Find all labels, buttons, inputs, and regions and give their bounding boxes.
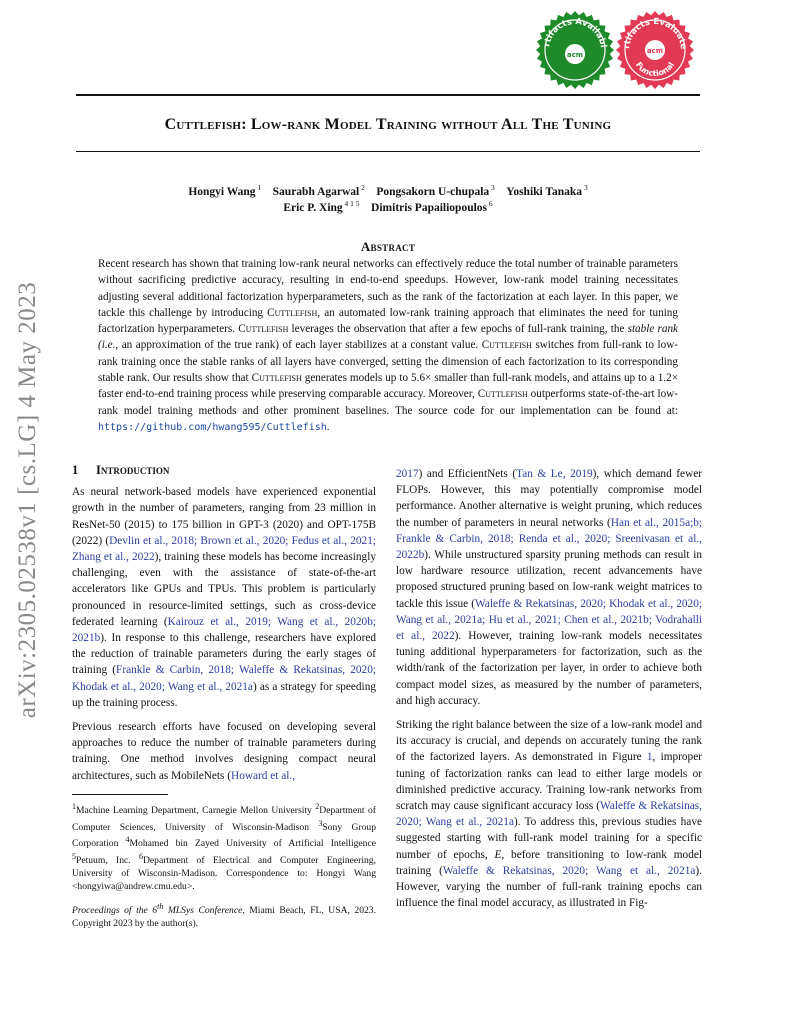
badge-right-sub-text: Functional xyxy=(633,60,677,79)
citation[interactable]: Han et al., 2015a;b; Frankle & Carbin, 2018; Renda et al., 2020; Sreenivasan et al., 2022b xyxy=(396,516,703,562)
author-name: Pongsakorn U-chupala xyxy=(376,185,490,198)
author-name: Yoshiki Tanaka xyxy=(506,185,583,198)
author-affiliation: 3 xyxy=(582,183,588,192)
text-run: ). However, varying the number of full-rank training epochs can influence the final model accuracy, as illustrated in Fig- xyxy=(396,864,702,910)
text-run: Striking the right balance between the size of a low-rank model and its accuracy is crucial, and depends on accurately tuning the rank of the factorized layers. As demonstrated in Figure xyxy=(396,719,702,764)
text-run: , improper tuning of factorization ranks can lead to either large models or diminished predictive accuracy. Training low-rank networks from scratch may cause significant accuracy loss ( xyxy=(396,751,702,813)
text-run: Petuum, Inc. xyxy=(76,855,139,867)
text-run: As neural network-based models have experienced exponential growth in the number of parameters, ranging from 23 million in ResNet-50 (2015) to 175 billion in GPT-3 (2020) and OPT-175B (2022) ( xyxy=(72,486,376,547)
section-1-heading xyxy=(72,462,376,478)
affiliation-mark: 3 xyxy=(318,818,323,828)
text-run: ). However, training low-rank models necessitates tuning additional hyperparameters for factorization, such as the width/rank of the factorization per layer, in order to achieve both compact model sizes, as measured by the number of parameters, and high accuracy. xyxy=(396,630,702,707)
author-affiliation: 1 xyxy=(255,183,262,192)
abstract-text: Recent research has shown that training low-rank neural networks can effectively reduce the total number of trainable parameters without sacrificing predictive accuracy, resulting in end-to-end speedups. However, low-rank model training necessitates adjusting several additional factorization hyperparameters, such as the rank of the factorization at each layer. In this paper, we tackle this challenge by introducing Cuttlefish, an automated low-rank training approach that eliminates the need for tuning factorization hyperparameters. Cuttlefish leverages the observation that after a few epochs of full-rank training, the stable rank (i.e., an approximation of the true rank) of each layer stabilizes at a constant value. Cuttlefish switches from full-rank to low-rank training once the stable ranks of all layers have converged, setting the dimension of each factorization to its corresponding stable rank. Our results show that Cuttlefish generates models up to 5.6× smaller than full-rank models, and attains up to a 1.2× faster end-to-end training process while preserving comparable accuracy. Moreover, Cuttlefish outperforms state-of-the-art low-rank model training methods and other prominent baselines. The source code for our implementation can be found at: https://github.com/hwang595/Cuttlefish. xyxy=(98,258,679,433)
title-rule-top xyxy=(76,94,700,96)
text-run: ). To address this, previous studies have suggested starting with full-rank model training for a specific number of epochs, xyxy=(396,816,702,861)
citation[interactable]: 2017 xyxy=(396,468,419,480)
intro-paragraph-4 xyxy=(396,717,702,911)
section-title: Introduction xyxy=(96,463,170,477)
citation[interactable]: Kairouz et al., 2019; Wang et al., 2020b; 2021b xyxy=(72,615,376,645)
text-run: ). In response to this challenge, researchers have explored the reduction of trainable parameters during the early stages of training ( xyxy=(72,632,376,677)
acm-logo-left: acm xyxy=(566,51,584,59)
italic-text: E xyxy=(494,848,502,861)
abstract-heading: Abstract xyxy=(360,239,416,254)
arxiv-stamp-text: arXiv:2305.02538v1 [cs.LG] 4 May 2023 xyxy=(14,281,41,719)
italic-text: MLSys Conference xyxy=(163,905,243,917)
affiliations-footnote xyxy=(72,801,376,893)
citation[interactable]: Howard et al., xyxy=(231,769,296,782)
text-run: Machine Learning Department, Carnegie Mellon University xyxy=(76,805,316,817)
proceedings-note xyxy=(72,901,376,930)
affiliation-mark: 5 xyxy=(72,852,76,862)
citation[interactable]: Tan & Le, 2019 xyxy=(516,468,593,480)
left-column xyxy=(72,462,376,939)
author-name: Saurabh Agarwal xyxy=(272,185,360,198)
intro-paragraph-3 xyxy=(396,466,702,709)
author-name: Hongyi Wang xyxy=(188,185,256,198)
section-number: 1 xyxy=(72,463,79,477)
text-run: ), training these models has become increasingly challenging, even with the assistance of state-of-the-art accelerators like GPUs and TPUs. This problem is particularly pronounced in resource-limited settings, such as cross-device federated learning ( xyxy=(72,551,376,628)
acm-logo-right: acm xyxy=(646,47,664,55)
citation[interactable]: Waleffe & Rekatsinas, 2020; Wang et al., 2021a xyxy=(396,800,702,829)
text-run: , before transitioning to low-rank model training ( xyxy=(396,848,702,877)
artifact-badges xyxy=(535,10,695,90)
affiliation-mark: 6 xyxy=(138,852,143,862)
text-run: Mohamed bin Zayed University of Artificial Intelligence xyxy=(129,838,376,850)
superscript: th xyxy=(157,902,164,912)
text-run: ). While unstructured sparsity pruning methods can result in low hardware resource utilization, recent advancements have proposed structured pruning based on low-rank weight matrices to tackle this issue ( xyxy=(396,549,702,610)
citation[interactable]: Frankle & Carbin, 2018; Waleffe & Rekatsinas, 2020; Khodak et al., 2020; Wang et al., 2021a xyxy=(72,664,376,693)
text-run: , Miami Beach, FL, USA, 2023. Copyright 2023 by the author(s). xyxy=(72,905,376,929)
author-affiliation: 6 xyxy=(487,199,493,208)
author-name: Dimitris Papailiopoulos xyxy=(371,201,488,214)
affiliation-mark: 2 xyxy=(315,801,320,811)
intro-paragraph-1 xyxy=(72,484,376,711)
badge-right-ring-text: rtifacts Evaluate xyxy=(621,16,689,50)
text-run: ) as a strategy for speeding up the training process. xyxy=(72,680,376,709)
badge-left-ring-text: rtifacts Availabl xyxy=(542,16,608,49)
arxiv-stamp xyxy=(4,270,52,730)
text-run: Previous research efforts have focused on developing several approaches to reduce the number of trainable parameters during training. One method involves designing compact neural architectures, such as MobileNets ( xyxy=(72,721,376,782)
author-name: Eric P. Xing xyxy=(283,201,343,214)
citation[interactable]: Waleffe & Rekatsinas, 2020; Wang et al., 2021a xyxy=(442,864,696,877)
source-code-link[interactable]: https://github.com/hwang595/Cuttlefish xyxy=(98,421,327,433)
author-affiliation: 2 xyxy=(359,183,365,192)
paper-title: Cuttlefish: Low-rank Model Training without All The Tuning xyxy=(164,116,612,133)
footnote-rule xyxy=(72,794,168,795)
author-affiliation: 3 xyxy=(489,183,495,192)
text-run: ) and EfficientNets ( xyxy=(418,468,517,480)
text-run: Sony Group Corporation xyxy=(72,821,376,850)
title-rule-bottom xyxy=(76,151,700,152)
author-line-2 xyxy=(76,196,700,216)
affiliation-mark: 4 xyxy=(125,835,130,845)
intro-paragraph-2 xyxy=(72,719,376,784)
author-affiliation: 4 1 5 xyxy=(342,199,360,208)
right-column xyxy=(396,466,702,919)
italic-text: Proceedings of the 6 xyxy=(72,905,158,917)
affiliation-mark: 1 xyxy=(72,801,76,811)
text-run: Department of Electrical and Computer Engineering, University of Wisconsin-Madison. Correspondence to: Hongyi Wang <hongyiwa@andrew.cmu.edu>. xyxy=(72,855,376,892)
citation[interactable]: Devlin et al., 2018; Brown et al., 2020; Fedus et al., 2021; Zhang et al., 2022 xyxy=(72,534,376,564)
citation[interactable]: Waleffe & Rekatsinas, 2020; Khodak et al., 2020; Wang et al., 2021a; Hu et al., 2021; Chen et al., 2021b; Vodrahalli et al., 2022 xyxy=(396,597,702,643)
artifacts-available-badge xyxy=(535,10,614,89)
badges-svg xyxy=(535,10,695,90)
text-run: Department of Computer Sciences, University of Wisconsin-Madison xyxy=(72,805,377,833)
text-run: ), which demand fewer FLOPs. However, this may potentially compromise model performance. Another alternative is weight pruning, which reduces the number of parameters in neural networks ( xyxy=(396,468,702,529)
citation[interactable]: 1 xyxy=(646,751,653,764)
